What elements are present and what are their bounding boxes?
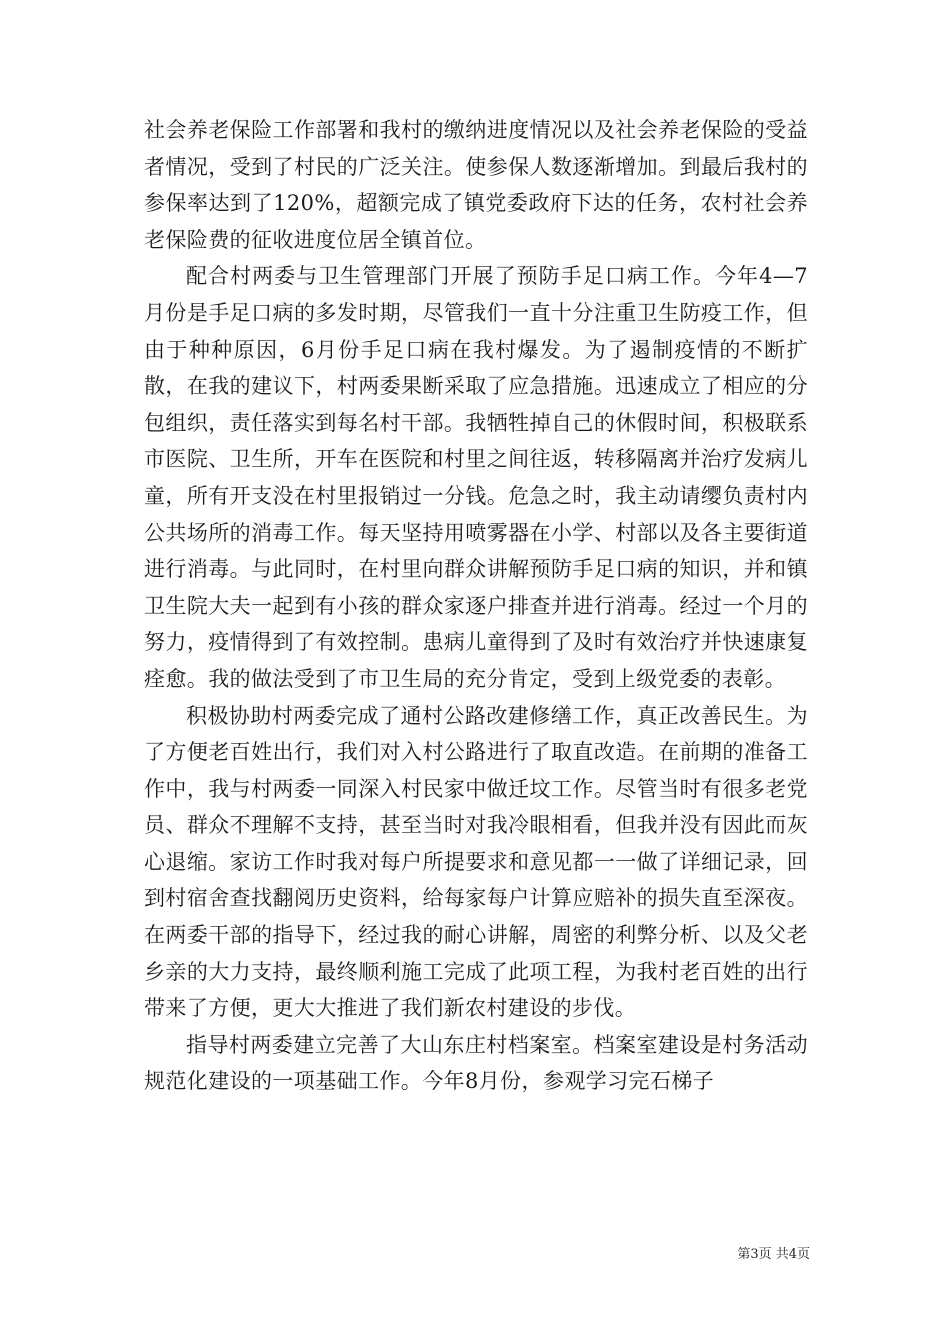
- paragraph-hand-foot-mouth-prevention: 配合村两委与卫生管理部门开展了预防手足口病工作。今年4—7月份是手足口病的多发时期，尽管我们一直十分注重卫生防疫工作，但由于种种原因，6月份手足口病在我村爆发。为了遏制疫情的不断扩散，在我的建议下，村两委果断采取了应急措施。迅速成立了相应的分包组织，责任落实到每名村干部。我牺牲掉自己的休假时间，积极联系市医院、卫生所，开车在医院和村里之间往返，转移隔离并治疗发病儿童，所有开支没在村里报销过一分钱。危急之时，我主动请缨负责村内公共场所的消毒工作。每天坚持用喷雾器在小学、村部以及各主要街道进行消毒。与此同时，在村里向群众讲解预防手足口病的知识，并和镇卫生院大夫一起到有小孩的群众家逐户排查并进行消毒。经过一个月的努力，疫情得到了有效控制。患病儿童得到了及时有效治疗并快速康复痊愈。我的做法受到了市卫生局的充分肯定，受到上级党委的表彰。: [144, 264, 808, 691]
- paragraph-village-archive-room: 指导村两委建立完善了大山东庄村档案室。档案室建设是村务活动规范化建设的一项基础工作。今年8月份，参观学习完石梯子: [144, 1032, 808, 1094]
- paragraph-village-road-renovation: 积极协助村两委完成了通村公路改建修缮工作，真正改善民生。为了方便老百姓出行，我们对入村公路进行了取直改造。在前期的准备工作中，我与村两委一同深入村民家中做迁坟工作。尽管当时有很多老党员、群众不理解不支持，甚至当时对我冷眼相看，但我并没有因此而灰心退缩。家访工作时我对每户所提要求和意见都一一做了详细记录，回到村宿舍查找翻阅历史资料，给每家每户计算应赔补的损失直至深夜。在两委干部的指导下，经过我的耐心讲解，周密的利弊分析、以及父老乡亲的大力支持，最终顺利施工完成了此项工程，为我村老百姓的出行带来了方便，更大大推进了我们新农村建设的步伐。: [144, 703, 808, 1021]
- page-number-footer: 第3页 共4页: [737, 1247, 810, 1262]
- paragraph-pension-insurance: 社会养老保险工作部署和我村的缴纳进度情况以及社会养老保险的受益者情况，受到了村民的广泛关注。使参保人数逐渐增加。到最后我村的参保率达到了120%，超额完成了镇党委政府下达的任务，农村社会养老保险费的征收进度位居全镇首位。: [144, 118, 808, 252]
- document-body: [144, 112, 808, 1100]
